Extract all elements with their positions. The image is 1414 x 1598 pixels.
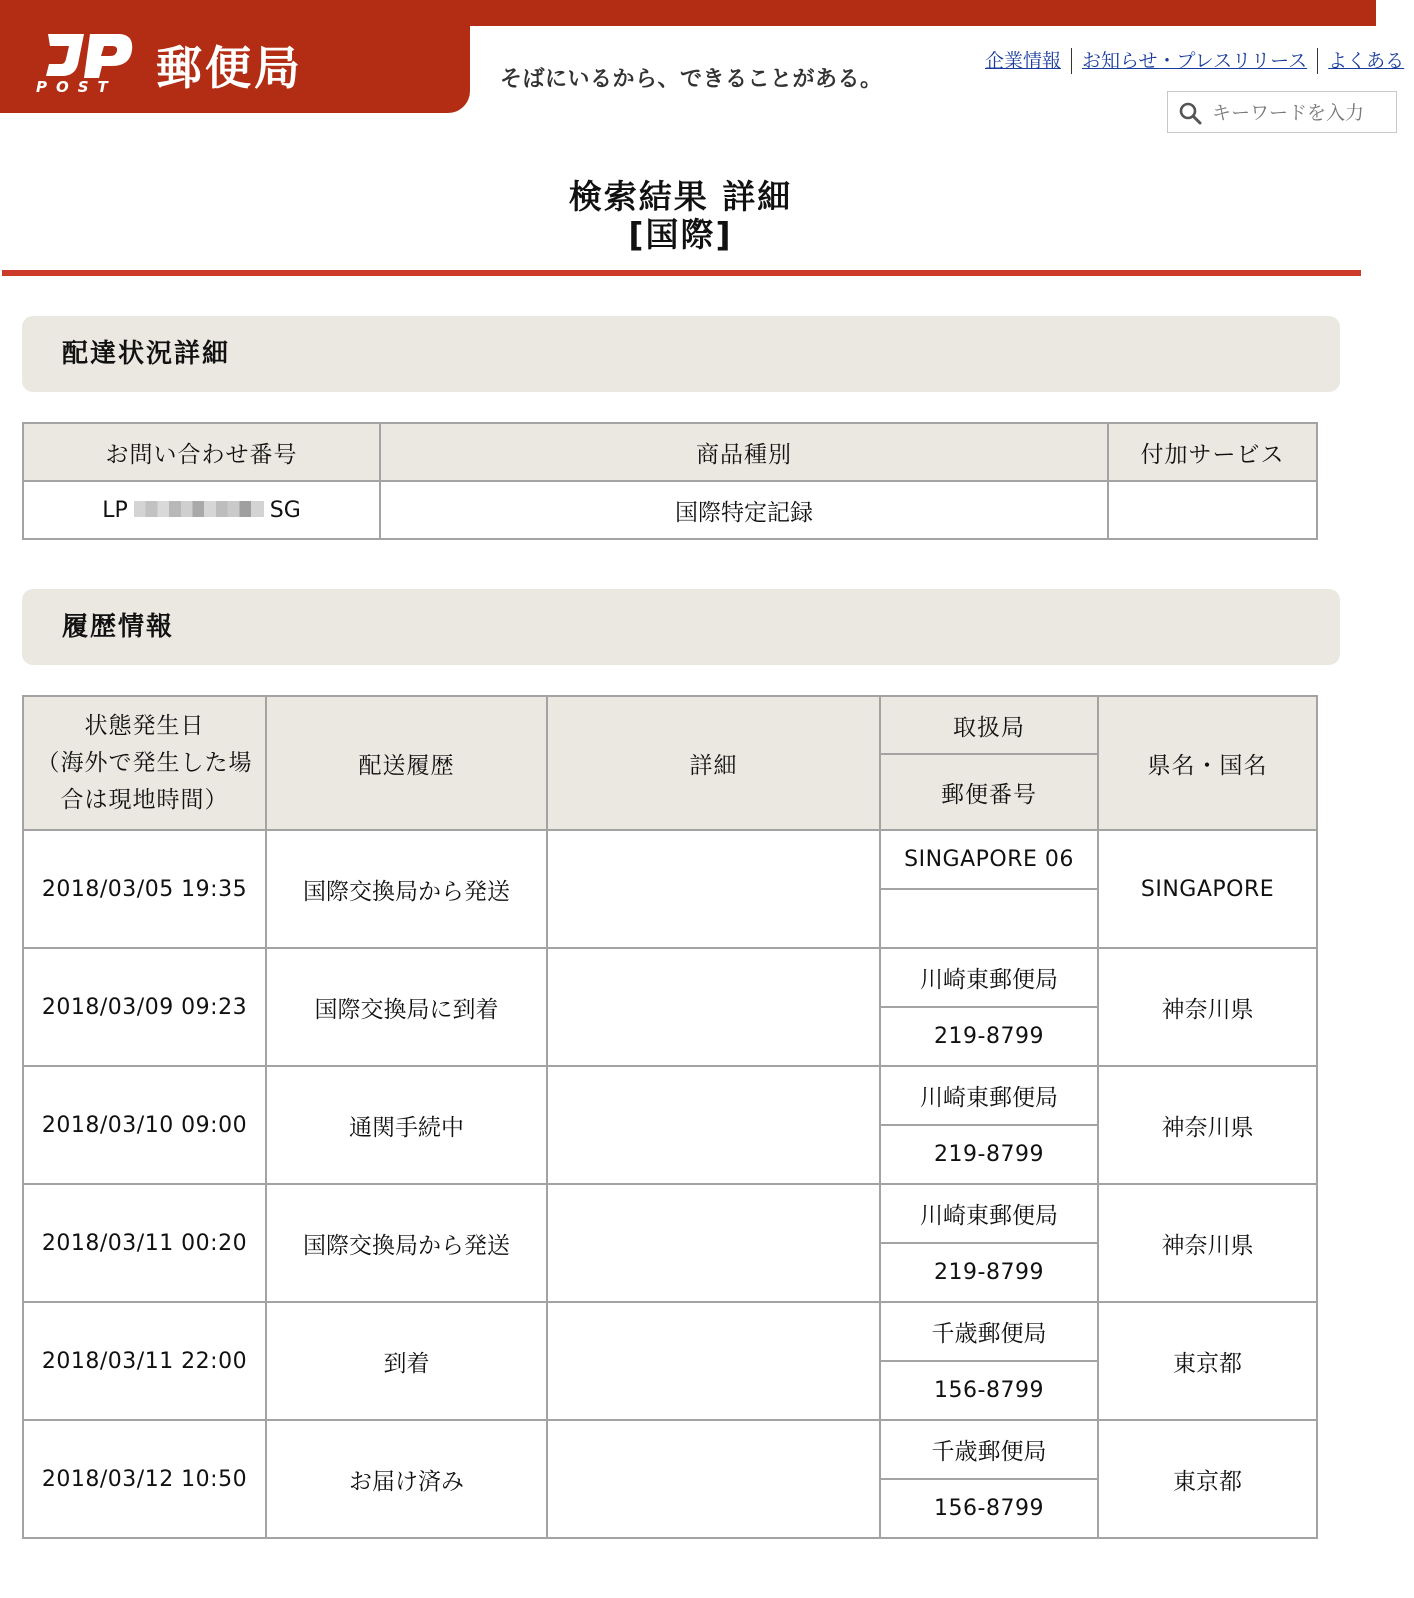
header-product-type: 商品種別 bbox=[380, 423, 1108, 481]
delivery-info-table bbox=[22, 422, 1318, 540]
table-row bbox=[23, 830, 1317, 889]
row-datetime: 2018/03/11 00:20 bbox=[23, 1184, 266, 1302]
row-office: 千歳郵便局 bbox=[880, 1302, 1098, 1361]
header-tracking-number: お問い合わせ番号 bbox=[23, 423, 380, 481]
row-office: 川崎東郵便局 bbox=[880, 1184, 1098, 1243]
link-press-release[interactable]: お知らせ・プレスリリース bbox=[1071, 48, 1317, 74]
link-faq[interactable]: よくある bbox=[1317, 48, 1414, 74]
row-region: 神奈川県 bbox=[1098, 1184, 1317, 1302]
row-office: 川崎東郵便局 bbox=[880, 948, 1098, 1007]
row-postal: 219-8799 bbox=[880, 1243, 1098, 1302]
row-region: SINGAPORE bbox=[1098, 830, 1317, 948]
tracking-number bbox=[23, 481, 380, 539]
row-detail bbox=[547, 830, 880, 948]
row-office: 川崎東郵便局 bbox=[880, 1066, 1098, 1125]
row-region: 東京都 bbox=[1098, 1302, 1317, 1420]
product-type: 国際特定記録 bbox=[380, 481, 1108, 539]
tracking-prefix: LP bbox=[102, 497, 128, 523]
row-detail bbox=[547, 1066, 880, 1184]
row-status: 到着 bbox=[266, 1302, 547, 1420]
row-postal: 219-8799 bbox=[880, 1007, 1098, 1066]
logo-post-text: POST bbox=[36, 78, 117, 96]
brand-header[interactable] bbox=[0, 0, 470, 113]
search-input[interactable] bbox=[1210, 96, 1394, 130]
row-datetime: 2018/03/05 19:35 bbox=[23, 830, 266, 948]
redacted-number bbox=[134, 501, 264, 517]
utility-nav bbox=[985, 48, 1414, 74]
header-status: 配送履歴 bbox=[266, 696, 547, 830]
section-history: 履歴情報 bbox=[22, 589, 1340, 665]
row-office: 千歳郵便局 bbox=[880, 1420, 1098, 1479]
row-detail bbox=[547, 1302, 880, 1420]
history-table bbox=[22, 695, 1318, 1539]
row-status: お届け済み bbox=[266, 1420, 547, 1538]
row-datetime: 2018/03/12 10:50 bbox=[23, 1420, 266, 1538]
page-title bbox=[0, 178, 1361, 254]
tagline: そばにいるから、できることがある。 bbox=[500, 67, 883, 92]
page-title-sub: [国際] bbox=[628, 215, 733, 254]
header-office: 取扱局 bbox=[880, 696, 1098, 754]
table-row bbox=[23, 1420, 1317, 1479]
search-icon[interactable] bbox=[1178, 101, 1202, 125]
table-row bbox=[23, 1302, 1317, 1361]
row-datetime: 2018/03/10 09:00 bbox=[23, 1066, 266, 1184]
link-corporate-info[interactable]: 企業情報 bbox=[985, 50, 1062, 72]
table-row bbox=[23, 1184, 1317, 1243]
jp-logo-icon bbox=[44, 26, 136, 80]
row-region: 東京都 bbox=[1098, 1420, 1317, 1538]
title-divider bbox=[2, 270, 1361, 276]
row-postal: 156-8799 bbox=[880, 1361, 1098, 1420]
row-status: 国際交換局から発送 bbox=[266, 830, 547, 948]
row-datetime: 2018/03/09 09:23 bbox=[23, 948, 266, 1066]
row-postal: 219-8799 bbox=[880, 1125, 1098, 1184]
header-postal: 郵便番号 bbox=[880, 754, 1098, 830]
row-postal: 156-8799 bbox=[880, 1479, 1098, 1538]
row-region: 神奈川県 bbox=[1098, 1066, 1317, 1184]
header-region: 県名・国名 bbox=[1098, 696, 1317, 830]
row-detail bbox=[547, 948, 880, 1066]
header-detail: 詳細 bbox=[547, 696, 880, 830]
row-status: 通関手続中 bbox=[266, 1066, 547, 1184]
table-row bbox=[23, 1066, 1317, 1125]
header-date-line3: 合は現地時間） bbox=[60, 786, 229, 813]
section-delivery-status: 配達状況詳細 bbox=[22, 316, 1340, 392]
row-detail bbox=[547, 1420, 880, 1538]
page-title-main: 検索結果 詳細 bbox=[568, 177, 793, 216]
additional-service bbox=[1108, 481, 1317, 539]
header-date-line2: （海外で発生した場 bbox=[36, 749, 253, 776]
row-status: 国際交換局に到着 bbox=[266, 948, 547, 1066]
header-date bbox=[23, 696, 266, 830]
table-row bbox=[23, 948, 1317, 1007]
row-status: 国際交換局から発送 bbox=[266, 1184, 547, 1302]
header-additional-service: 付加サービス bbox=[1108, 423, 1317, 481]
row-datetime: 2018/03/11 22:00 bbox=[23, 1302, 266, 1420]
header-date-line1: 状態発生日 bbox=[84, 712, 205, 739]
row-postal bbox=[880, 889, 1098, 948]
row-office: SINGAPORE 06 bbox=[880, 830, 1098, 889]
row-detail bbox=[547, 1184, 880, 1302]
tracking-suffix: SG bbox=[269, 497, 301, 523]
search-box[interactable] bbox=[1167, 91, 1397, 133]
row-region: 神奈川県 bbox=[1098, 948, 1317, 1066]
logo-name: 郵便局 bbox=[156, 41, 303, 95]
